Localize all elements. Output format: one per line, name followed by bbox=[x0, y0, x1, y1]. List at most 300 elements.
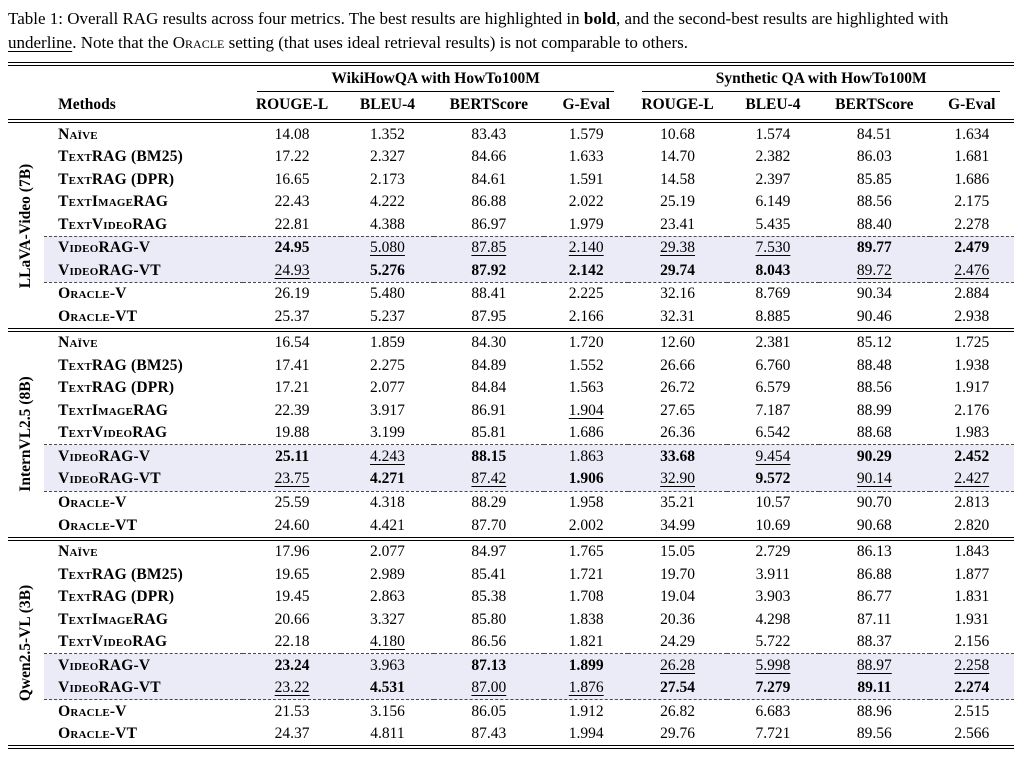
metric-value: 88.97 bbox=[819, 654, 929, 677]
table-row bbox=[8, 121, 1014, 146]
table-row bbox=[8, 677, 1014, 700]
metric-value: 4.318 bbox=[370, 494, 405, 511]
metric-value: 2.225 bbox=[568, 285, 604, 303]
metric-value: 1.686 bbox=[568, 424, 604, 442]
metric-value: 1.838 bbox=[568, 610, 604, 628]
column-group-synthetic-qa bbox=[628, 64, 1014, 92]
method-label: Oracle-V bbox=[58, 702, 127, 720]
metric-value: 9.572 bbox=[727, 468, 819, 491]
metric-value: 1.994 bbox=[568, 725, 604, 743]
metric-value: 2.476 bbox=[930, 259, 1014, 282]
method-label: Oracle-V bbox=[58, 494, 127, 511]
metric-value: 1.552 bbox=[568, 356, 604, 374]
metric-value: 85.41 bbox=[471, 565, 507, 583]
metric-value: 90.34 bbox=[856, 285, 892, 303]
metric-value: 16.65 bbox=[274, 170, 310, 188]
metric-value: 2.274 bbox=[930, 677, 1014, 700]
method-label: VideoRAG-VT bbox=[44, 468, 243, 491]
metric-value: 16.54 bbox=[274, 334, 310, 352]
metric-value: 88.56 bbox=[856, 193, 892, 211]
metric-value: 1.720 bbox=[568, 334, 604, 352]
metric-value: 15.05 bbox=[660, 543, 696, 561]
table-row bbox=[8, 399, 1014, 422]
metric-value: 2.175 bbox=[954, 193, 990, 211]
metric-value: 86.56 bbox=[471, 633, 507, 651]
metric-value: 5.722 bbox=[755, 633, 791, 651]
metric-value: 85.81 bbox=[471, 424, 507, 442]
metric-value: 8.885 bbox=[727, 305, 819, 330]
table-row bbox=[8, 586, 1014, 609]
method-label: Naïve bbox=[58, 543, 98, 561]
metric-value: 88.29 bbox=[471, 494, 507, 511]
table-row bbox=[8, 168, 1014, 191]
metric-value: 1.877 bbox=[954, 565, 990, 583]
metric-value: 22.39 bbox=[274, 401, 310, 419]
method-label: TextImageRAG bbox=[58, 401, 169, 419]
method-label: VideoRAG-VT bbox=[44, 677, 243, 700]
caption-segment: Oracle bbox=[172, 33, 225, 53]
metric-value: 2.022 bbox=[568, 193, 604, 211]
metric-value: 90.70 bbox=[856, 494, 892, 511]
metric-value: 23.75 bbox=[243, 468, 341, 491]
method-label: Oracle-VT bbox=[44, 305, 243, 330]
metric-value: 10.69 bbox=[727, 514, 819, 539]
header-rouge-l-2: ROUGE-L bbox=[641, 96, 714, 114]
metric-value: 17.21 bbox=[274, 379, 310, 397]
table-row bbox=[8, 259, 1014, 282]
metric-value: 2.327 bbox=[370, 148, 405, 166]
metric-value: 2.140 bbox=[544, 236, 628, 259]
metric-value: 1.725 bbox=[954, 334, 990, 352]
table-row bbox=[8, 305, 1014, 330]
method-label: TextRAG (DPR) bbox=[58, 588, 175, 606]
metric-value: 6.149 bbox=[755, 193, 791, 211]
caption-segment: . Note that the bbox=[72, 33, 173, 53]
metric-value: 26.28 bbox=[628, 654, 726, 677]
metric-value: 84.89 bbox=[471, 356, 507, 374]
method-label: VideoRAG-V bbox=[44, 654, 243, 677]
metric-value: 14.70 bbox=[660, 148, 696, 166]
method-label: TextRAG (BM25) bbox=[58, 565, 184, 583]
model-group-cell bbox=[8, 121, 44, 330]
metric-value: 4.180 bbox=[370, 633, 405, 651]
table-row bbox=[8, 563, 1014, 586]
method-label: TextRAG (DPR) bbox=[58, 379, 175, 397]
metric-value: 7.530 bbox=[727, 236, 819, 259]
caption-segment: setting (that uses ideal retrieval results) is not comparable to others. bbox=[224, 33, 688, 53]
metric-value: 5.435 bbox=[755, 215, 791, 233]
model-group-cell bbox=[8, 539, 44, 748]
header-g-eval-2: G-Eval bbox=[948, 96, 996, 114]
metric-value: 1.958 bbox=[568, 494, 604, 511]
metric-value: 1.906 bbox=[544, 468, 628, 491]
metric-value: 86.88 bbox=[856, 565, 892, 583]
metric-value: 2.863 bbox=[370, 588, 405, 606]
metric-value: 12.60 bbox=[660, 334, 696, 352]
metric-value: 84.84 bbox=[471, 379, 507, 397]
metric-value: 1.681 bbox=[954, 148, 990, 166]
metric-value: 2.820 bbox=[930, 514, 1014, 539]
metric-value: 1.983 bbox=[954, 424, 990, 442]
method-label: TextVideoRAG bbox=[58, 424, 168, 442]
metric-value: 4.388 bbox=[370, 215, 405, 233]
metric-value: 7.187 bbox=[755, 401, 791, 419]
metric-value: 19.70 bbox=[660, 565, 696, 583]
metric-value: 87.92 bbox=[434, 259, 544, 282]
metric-value: 2.989 bbox=[370, 565, 405, 583]
metric-value: 5.080 bbox=[341, 236, 433, 259]
method-label: Oracle-VT bbox=[44, 514, 243, 539]
metric-value: 10.68 bbox=[660, 125, 696, 143]
metric-value: 2.077 bbox=[370, 379, 405, 397]
metric-value: 1.863 bbox=[544, 445, 628, 468]
metric-value: 1.843 bbox=[954, 543, 990, 561]
table-row bbox=[8, 236, 1014, 259]
method-label: Naïve bbox=[58, 334, 98, 352]
method-label: TextVideoRAG bbox=[58, 215, 168, 233]
metric-value: 87.13 bbox=[434, 654, 544, 677]
metric-value: 6.760 bbox=[755, 356, 791, 374]
method-label: Naïve bbox=[58, 125, 98, 143]
metric-value: 2.166 bbox=[544, 305, 628, 330]
metric-value: 90.68 bbox=[819, 514, 929, 539]
metric-value: 4.531 bbox=[341, 677, 433, 700]
metric-value: 5.480 bbox=[370, 285, 405, 303]
metric-value: 5.998 bbox=[727, 654, 819, 677]
table-row bbox=[8, 631, 1014, 654]
metric-value: 22.18 bbox=[274, 633, 310, 651]
metric-value: 88.37 bbox=[856, 633, 892, 651]
table-row bbox=[8, 422, 1014, 445]
metric-value: 90.46 bbox=[819, 305, 929, 330]
metric-value: 2.077 bbox=[370, 543, 405, 561]
metric-value: 4.421 bbox=[341, 514, 433, 539]
caption-segment: , and the second-best results are highlighted with bbox=[616, 9, 949, 28]
metric-value: 2.729 bbox=[755, 543, 791, 561]
metric-value: 87.42 bbox=[434, 468, 544, 491]
metric-value: 22.43 bbox=[274, 193, 310, 211]
methods-header: Methods bbox=[58, 96, 116, 114]
metric-value: 26.82 bbox=[660, 702, 696, 720]
metric-value: 89.77 bbox=[819, 236, 929, 259]
metric-value: 87.11 bbox=[857, 610, 892, 628]
metric-value: 1.938 bbox=[954, 356, 990, 374]
metric-value: 5.276 bbox=[341, 259, 433, 282]
model-group-cell bbox=[8, 330, 44, 539]
metric-value: 7.279 bbox=[727, 677, 819, 700]
metric-value: 5.237 bbox=[341, 305, 433, 330]
metric-value: 1.979 bbox=[568, 215, 604, 233]
metric-value: 19.88 bbox=[274, 424, 310, 442]
table-row bbox=[8, 354, 1014, 377]
metric-value: 22.81 bbox=[274, 215, 310, 233]
header-g-eval-1: G-Eval bbox=[562, 96, 610, 114]
metric-value: 7.721 bbox=[755, 725, 791, 743]
metric-value: 86.05 bbox=[471, 702, 507, 720]
metric-value: 17.22 bbox=[274, 148, 310, 166]
label-column-spacer bbox=[8, 92, 44, 121]
method-label: VideoRAG-V bbox=[44, 445, 243, 468]
header-bleu-4-1: BLEU-4 bbox=[359, 96, 416, 114]
metric-value: 29.38 bbox=[628, 236, 726, 259]
table-row bbox=[8, 700, 1014, 723]
metric-value: 88.41 bbox=[471, 285, 507, 303]
metric-value: 85.38 bbox=[471, 588, 507, 606]
metric-value: 2.258 bbox=[930, 654, 1014, 677]
metric-value: 23.41 bbox=[660, 215, 696, 233]
metric-value: 88.40 bbox=[856, 215, 892, 233]
method-label: VideoRAG-VT bbox=[44, 259, 243, 282]
metric-value: 87.70 bbox=[434, 514, 544, 539]
metric-value: 87.95 bbox=[434, 305, 544, 330]
metric-value: 87.43 bbox=[471, 725, 507, 743]
metric-value: 1.591 bbox=[568, 170, 604, 188]
metric-value: 34.99 bbox=[628, 514, 726, 539]
metric-value: 86.03 bbox=[856, 148, 892, 166]
metric-value: 10.57 bbox=[755, 494, 791, 511]
metric-value: 35.21 bbox=[660, 494, 696, 511]
header-bleu-4-2: BLEU-4 bbox=[745, 96, 801, 114]
metric-value: 85.85 bbox=[856, 170, 892, 188]
model-group-label: InternVL2.5 (8B) bbox=[17, 376, 35, 492]
metric-value: 29.76 bbox=[660, 725, 696, 743]
metric-value: 86.13 bbox=[856, 543, 892, 561]
metric-value: 8.769 bbox=[755, 285, 791, 303]
metric-value: 23.22 bbox=[243, 677, 341, 700]
metric-value: 3.327 bbox=[370, 610, 405, 628]
metric-value: 84.61 bbox=[471, 170, 507, 188]
caption-segment: bold bbox=[583, 9, 617, 28]
metric-value: 17.96 bbox=[274, 543, 310, 561]
column-group-wikihowqa-label: WikiHowQA with HowTo100M bbox=[257, 70, 614, 92]
table-row bbox=[8, 514, 1014, 539]
table-row bbox=[8, 445, 1014, 468]
metric-value: 14.08 bbox=[274, 125, 310, 143]
column-group-header-row bbox=[8, 64, 1014, 92]
metric-value: 1.917 bbox=[954, 379, 990, 397]
metric-value: 85.80 bbox=[471, 610, 507, 628]
metric-value: 3.963 bbox=[341, 654, 433, 677]
metric-value: 19.04 bbox=[660, 588, 696, 606]
metric-value: 2.142 bbox=[544, 259, 628, 282]
metric-value: 14.58 bbox=[660, 170, 696, 188]
metric-value: 2.938 bbox=[930, 305, 1014, 330]
metric-value: 2.173 bbox=[370, 170, 405, 188]
metric-value: 33.68 bbox=[628, 445, 726, 468]
metric-value: 1.721 bbox=[568, 565, 604, 583]
metric-value: 90.29 bbox=[819, 445, 929, 468]
metric-value: 1.859 bbox=[370, 334, 405, 352]
metric-value: 1.821 bbox=[568, 633, 604, 651]
metric-value: 20.66 bbox=[274, 610, 310, 628]
metric-value: 19.65 bbox=[274, 565, 310, 583]
metric-value: 90.14 bbox=[819, 468, 929, 491]
metric-value: 1.579 bbox=[568, 125, 604, 143]
metric-value: 88.56 bbox=[856, 379, 892, 397]
metric-value: 89.72 bbox=[819, 259, 929, 282]
method-label: TextImageRAG bbox=[58, 610, 169, 628]
metric-value: 1.686 bbox=[954, 170, 990, 188]
table-row bbox=[8, 146, 1014, 169]
metric-value: 2.156 bbox=[954, 633, 990, 651]
metric-value: 3.911 bbox=[755, 565, 791, 583]
method-label: Oracle-V bbox=[58, 285, 127, 303]
method-label: TextVideoRAG bbox=[58, 633, 168, 651]
table-row bbox=[8, 723, 1014, 748]
metric-value: 86.91 bbox=[471, 401, 507, 419]
metric-value: 6.683 bbox=[755, 702, 791, 720]
metric-value: 87.00 bbox=[434, 677, 544, 700]
metric-value: 26.72 bbox=[660, 379, 696, 397]
metric-value: 1.708 bbox=[568, 588, 604, 606]
metric-value: 88.15 bbox=[434, 445, 544, 468]
metric-value: 2.566 bbox=[954, 725, 990, 743]
metric-value: 2.381 bbox=[755, 334, 791, 352]
metric-value: 2.479 bbox=[930, 236, 1014, 259]
caption-segment: underline bbox=[8, 33, 73, 53]
method-label: TextImageRAG bbox=[58, 193, 169, 211]
metric-value: 2.427 bbox=[930, 468, 1014, 491]
metric-value: 89.11 bbox=[819, 677, 929, 700]
metric-value: 1.904 bbox=[568, 401, 604, 419]
table-row bbox=[8, 654, 1014, 677]
metric-value: 25.37 bbox=[243, 305, 341, 330]
metric-value: 2.275 bbox=[370, 356, 405, 374]
metric-value: 17.41 bbox=[274, 356, 310, 374]
metric-value: 84.66 bbox=[471, 148, 507, 166]
method-label: TextRAG (BM25) bbox=[58, 356, 184, 374]
metric-value: 1.633 bbox=[568, 148, 604, 166]
metric-value: 1.352 bbox=[370, 125, 405, 143]
metric-value: 24.60 bbox=[243, 514, 341, 539]
metric-value: 4.222 bbox=[370, 193, 405, 211]
metric-value: 32.16 bbox=[660, 285, 696, 303]
metric-value: 23.24 bbox=[243, 654, 341, 677]
metric-value: 19.45 bbox=[274, 588, 310, 606]
metric-value: 1.634 bbox=[954, 125, 990, 143]
metric-value: 1.765 bbox=[568, 543, 604, 561]
table-row bbox=[8, 213, 1014, 236]
results-table bbox=[8, 62, 1014, 749]
metric-value: 2.515 bbox=[954, 702, 990, 720]
method-label: TextRAG (BM25) bbox=[58, 148, 184, 166]
metric-value: 1.574 bbox=[755, 125, 791, 143]
metric-value: 1.931 bbox=[954, 610, 990, 628]
metric-value: 24.37 bbox=[274, 725, 310, 743]
table-row bbox=[8, 282, 1014, 305]
header-corner-cell bbox=[8, 64, 243, 92]
metric-value: 84.30 bbox=[471, 334, 507, 352]
metric-value: 26.66 bbox=[660, 356, 696, 374]
metric-value: 88.96 bbox=[856, 702, 892, 720]
metric-value: 3.917 bbox=[370, 401, 405, 419]
header-rouge-l-1: ROUGE-L bbox=[255, 96, 329, 114]
model-group-label: LLaVA-Video (7B) bbox=[17, 163, 35, 288]
metric-value: 9.454 bbox=[727, 445, 819, 468]
metric-header-row bbox=[8, 92, 1014, 121]
metric-value: 3.903 bbox=[755, 588, 791, 606]
column-group-synthetic-qa-label: Synthetic QA with HowTo100M bbox=[642, 70, 1000, 92]
metric-value: 2.813 bbox=[954, 494, 990, 511]
method-label: TextRAG (DPR) bbox=[58, 170, 175, 188]
metric-value: 2.397 bbox=[755, 170, 791, 188]
method-label: Oracle-VT bbox=[58, 725, 138, 743]
metric-value: 83.43 bbox=[471, 125, 507, 143]
metric-value: 86.97 bbox=[471, 215, 507, 233]
metric-value: 1.899 bbox=[544, 654, 628, 677]
metric-value: 3.199 bbox=[370, 424, 405, 442]
metric-value: 27.54 bbox=[628, 677, 726, 700]
metric-value: 4.271 bbox=[341, 468, 433, 491]
method-label: VideoRAG-V bbox=[44, 236, 243, 259]
metric-value: 20.36 bbox=[660, 610, 696, 628]
metric-value: 26.36 bbox=[660, 424, 696, 442]
table-row bbox=[8, 539, 1014, 564]
metric-value: 32.90 bbox=[628, 468, 726, 491]
metric-value: 24.95 bbox=[243, 236, 341, 259]
metric-value: 87.85 bbox=[434, 236, 544, 259]
metric-value: 89.56 bbox=[856, 725, 892, 743]
metric-value: 1.912 bbox=[568, 702, 604, 720]
metric-value: 4.811 bbox=[370, 725, 405, 743]
metric-value: 84.51 bbox=[856, 125, 892, 143]
metric-value: 2.382 bbox=[755, 148, 791, 166]
metric-value: 2.452 bbox=[930, 445, 1014, 468]
metric-value: 25.59 bbox=[274, 494, 310, 511]
table-row bbox=[8, 191, 1014, 214]
metric-value: 25.11 bbox=[243, 445, 341, 468]
metric-value: 1.831 bbox=[954, 588, 990, 606]
table-caption bbox=[8, 7, 1016, 55]
table-row bbox=[8, 377, 1014, 400]
metric-value: 24.93 bbox=[243, 259, 341, 282]
header-bertscore-2: BERTScore bbox=[835, 96, 914, 114]
metric-value: 32.31 bbox=[628, 305, 726, 330]
table-row bbox=[8, 330, 1014, 355]
metric-value: 3.156 bbox=[370, 702, 405, 720]
metric-value: 29.74 bbox=[628, 259, 726, 282]
metric-value: 2.278 bbox=[954, 215, 990, 233]
metric-value: 6.579 bbox=[755, 379, 791, 397]
header-bertscore-1: BERTScore bbox=[449, 96, 529, 114]
table-row bbox=[8, 468, 1014, 491]
metric-value: 8.043 bbox=[727, 259, 819, 282]
metric-value: 4.243 bbox=[341, 445, 433, 468]
metric-value: 88.48 bbox=[856, 356, 892, 374]
metric-value: 6.542 bbox=[755, 424, 791, 442]
metric-value: 84.97 bbox=[471, 543, 507, 561]
metric-value: 4.298 bbox=[755, 610, 791, 628]
metric-value: 27.65 bbox=[660, 401, 696, 419]
metric-value: 1.563 bbox=[568, 379, 604, 397]
metric-value: 2.884 bbox=[954, 285, 990, 303]
caption-segment: Table 1: Overall RAG results across four metrics. The best results are highlighted in bbox=[8, 9, 584, 28]
table-row bbox=[8, 608, 1014, 631]
metric-value: 86.77 bbox=[856, 588, 892, 606]
metric-value: 88.99 bbox=[856, 401, 892, 419]
metric-value: 85.12 bbox=[856, 334, 892, 352]
column-group-wikihowqa bbox=[243, 64, 628, 92]
metric-value: 2.176 bbox=[954, 401, 990, 419]
metric-value: 86.88 bbox=[471, 193, 507, 211]
model-group-label: Qwen2.5-VL (3B) bbox=[17, 584, 35, 701]
metric-value: 2.002 bbox=[544, 514, 628, 539]
metric-value: 26.19 bbox=[274, 285, 310, 303]
metric-value: 21.53 bbox=[274, 702, 310, 720]
metric-value: 25.19 bbox=[660, 193, 696, 211]
metric-value: 1.876 bbox=[544, 677, 628, 700]
metric-value: 24.29 bbox=[660, 633, 696, 651]
